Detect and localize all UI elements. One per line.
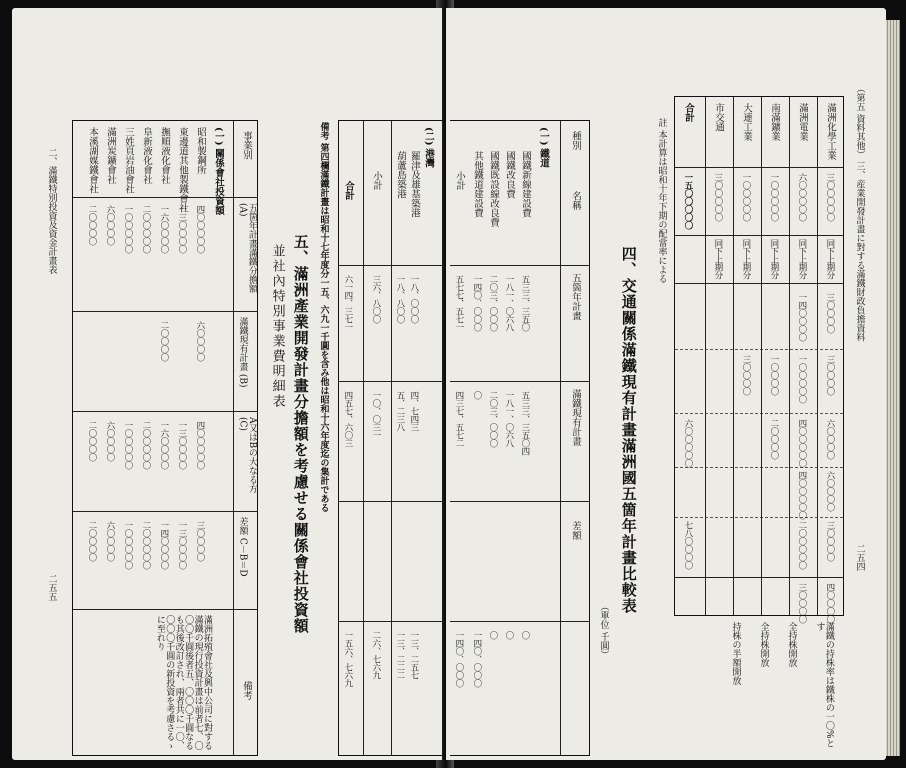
page-number-right: 二五四	[854, 544, 865, 571]
value-b: 三〇〇〇〇	[824, 355, 835, 395]
total-plan: 六一四、三七一	[342, 275, 353, 331]
total-mantetsu: 四五七、六〇三	[342, 391, 353, 447]
header-name: 名稱	[569, 191, 581, 210]
header-remarks: 備考	[240, 681, 252, 700]
row-c: 一六〇〇〇〇	[158, 421, 169, 469]
row-name: 撫順液化會社	[158, 127, 170, 184]
row-name: 東邊道其他製鐵會社	[176, 127, 188, 213]
subtotal-mantetsu: 一〇、〇三一	[370, 391, 381, 439]
row-a: 一三〇〇〇〇	[176, 205, 187, 253]
total-label: 合計	[342, 181, 354, 200]
subtotal-diff: 一四〇、〇〇〇	[453, 631, 464, 687]
page-number-left: 二五五	[46, 574, 57, 601]
row-d: 二〇〇〇〇	[86, 521, 97, 561]
header-c: A又はBの大なる方 (C)	[237, 417, 257, 494]
row-label: 滿洲化學工業	[824, 103, 836, 160]
value-d: 六〇〇〇〇	[824, 471, 835, 511]
row-name: 滿洲炭鑛會社	[104, 127, 116, 184]
value-a: 一四〇〇〇〇	[796, 293, 807, 341]
subtotal-plan: 三六、八〇〇	[370, 275, 381, 323]
row-name: 三姓頁岩油會社	[122, 127, 134, 194]
transport-table-cont	[338, 120, 442, 756]
footer-heading: 二、滿鐵特別投資及資金計畫表	[46, 148, 57, 274]
unit-label: （單位 千圓）	[598, 602, 609, 659]
header-plan: 五箇年計畫	[569, 273, 581, 321]
row-d: 二〇〇〇〇〇	[140, 521, 151, 569]
subtotal-mantetsu: 四三七、五七二	[453, 391, 464, 447]
row-c: 四〇〇〇〇〇	[194, 421, 205, 469]
row-label-total: 合計	[682, 103, 694, 122]
value-d: 四〇〇〇〇〇	[796, 471, 807, 519]
row-plan: 五三三、三五〇	[519, 275, 530, 331]
row-mantetsu: 一八一、〇六八	[503, 391, 514, 447]
row-b: 二〇〇〇〇	[158, 321, 169, 361]
remark: 滿鐵の持株率は鐵株の一〇%とす	[814, 622, 834, 748]
right-page	[446, 8, 886, 760]
subtotal-label: 小計	[370, 171, 382, 190]
row-d: 一〇〇〇〇〇	[122, 521, 133, 569]
row-name: 國鐵既設線改良費	[487, 151, 499, 227]
value-e: 三〇〇〇〇	[824, 521, 835, 561]
row-label: 市交通	[712, 103, 724, 132]
group-ports: (二) 港灣	[422, 127, 434, 168]
row-a: 二〇〇〇〇	[86, 205, 97, 245]
amount: 三〇〇〇〇〇	[712, 173, 723, 221]
amount: 一〇〇〇〇〇	[740, 173, 751, 221]
value-a: 三〇〇〇〇	[824, 293, 835, 333]
row-c: 一三〇〇〇〇	[176, 421, 187, 469]
row-name: 昭和製鋼所	[194, 127, 206, 175]
row-diff: 一三、二五七	[408, 631, 419, 679]
row-c: 二〇〇〇〇	[86, 421, 97, 461]
row-plan: 一八一、〇六八	[503, 275, 514, 331]
row-d: 六〇〇〇〇	[104, 521, 115, 561]
amount: 六〇〇〇〇〇	[796, 173, 807, 221]
period: 同下上期分	[796, 239, 807, 279]
row-diff: 〇	[503, 631, 514, 639]
value-b: 一〇〇〇〇〇	[796, 355, 807, 403]
header-type: 種別	[569, 131, 581, 150]
row-d: 一三〇〇〇〇	[176, 521, 187, 569]
row-mantetsu: 五三三、三五〇四	[519, 391, 530, 455]
section-title-4: 四、交通關係滿鐵現有計畫滿洲國五箇年計畫比較表	[619, 246, 638, 614]
row-c: 二〇〇〇〇〇	[140, 421, 151, 469]
row-b: 六〇〇〇〇	[194, 321, 205, 361]
running-header: （第五 資料其他） 三、産業開發計畫に對する滿鐵財政負擔資料	[854, 84, 865, 342]
header-mantetsu: 滿鐵現有計畫	[569, 389, 581, 446]
investment-remark: 滿洲拓殖會社及興中公司に對する滿鐵の現行投資計畫は前者七、〇〇〇千圓後者五、〇〇〇千圓なるも其後改訂され、兩者共に一〇、〇〇〇千圓の新投資を考慮さるゝに至れり	[154, 615, 212, 750]
row-diff: 〇	[487, 631, 498, 639]
remark: 全持株開放	[786, 622, 797, 667]
remark-note: 備考 第四欄滿鐵計畫は昭和十七年度分一五、六九一千圓を含み他は昭和十六年度迄の集計である	[318, 122, 329, 513]
row-a: 一六〇〇〇〇	[158, 205, 169, 253]
period: 同下上期分	[768, 239, 779, 279]
value-c: 四〇〇〇〇〇	[796, 419, 807, 467]
row-a: 六〇〇〇〇	[104, 205, 115, 245]
subtotal-label: 小計	[453, 171, 465, 190]
row-mantetsu: 五、二三八	[394, 391, 405, 431]
row-label: 南滿鑛業	[768, 103, 780, 141]
total-diff: 一五六、七六九	[342, 631, 353, 687]
row-mantetsu: 〇	[471, 391, 482, 399]
period: 同下上期分	[740, 239, 751, 279]
value-b: 三〇〇〇〇	[740, 355, 751, 395]
amount: 一〇〇〇〇〇	[768, 173, 779, 221]
value-c: 六〇〇〇〇	[824, 419, 835, 459]
row-plan: 一八、八〇〇	[394, 275, 405, 323]
value-c-total: 六〇〇〇〇〇	[682, 419, 693, 467]
header-a: 五箇年計畫滿鐵分擔額 (A)	[237, 203, 257, 293]
row-mantetsu: 二〇三、〇〇〇	[487, 391, 498, 447]
row-a: 四〇〇〇〇〇	[194, 205, 205, 253]
subtotal-plan: 五七七、五七一	[453, 275, 464, 331]
row-diff: 一四〇、〇〇〇	[471, 631, 482, 687]
row-name: 羅津及雄基築港	[408, 151, 420, 218]
table-note: 註 本計算は昭和十年下期の配當率による	[656, 118, 667, 283]
row-a: 一〇〇〇〇〇	[122, 205, 133, 253]
row-a: 二〇〇〇〇〇	[140, 205, 151, 253]
row-label: 大連工業	[740, 103, 752, 141]
period: 同下上期分	[712, 239, 723, 279]
page-edges	[884, 20, 900, 756]
header-d: 差額 C－B＝D	[237, 517, 248, 577]
row-name: 本溪湖媒鐵會社	[86, 127, 98, 194]
transport-table	[450, 120, 590, 756]
amount: 三〇〇〇〇〇	[824, 173, 835, 221]
header-b: 滿鐵現有計畫 (B)	[237, 317, 248, 388]
row-label: 滿洲電業	[796, 103, 808, 141]
affiliate-investment-table	[72, 120, 258, 756]
value-c: 二〇〇〇〇	[768, 419, 779, 459]
header-diff: 差額	[569, 521, 581, 540]
value-e-total: 七八〇〇〇〇	[682, 521, 693, 569]
row-plan: 一八、〇〇〇	[408, 275, 419, 323]
row-name: 國鐵改良費	[503, 151, 515, 199]
value-g: 四〇〇〇〇	[824, 583, 835, 623]
subtotal-diff: 二六、七六九	[370, 631, 381, 679]
header-business: 事業別	[240, 131, 252, 160]
row-plan: 一四〇、〇〇〇	[471, 275, 482, 331]
investment-table	[674, 96, 844, 623]
section-title-5: 五、滿洲產業開發計畫分擔額を考慮せる關係會社投資額	[291, 234, 310, 634]
row-name: 阜新液化會社	[140, 127, 152, 184]
remark: 持株の半額開放	[730, 622, 741, 685]
row-name: 其他鐵道建設費	[471, 151, 483, 218]
left-page	[12, 8, 442, 760]
row-c: 一〇〇〇〇〇	[122, 421, 133, 469]
period: 同下上期分	[824, 239, 835, 279]
value-g: 三〇〇〇〇	[796, 583, 807, 623]
row-d: 三〇〇〇〇	[194, 521, 205, 561]
row-diff: 一三、二二二	[394, 631, 405, 679]
amount-total: 一五〇〇〇〇〇	[682, 173, 693, 229]
remark: 全持株開放	[758, 622, 769, 667]
row-diff: 〇	[519, 631, 530, 639]
group-affiliates: (一) 關係會社投資額	[212, 127, 224, 216]
row-d: 一四〇〇〇〇	[158, 521, 169, 569]
row-mantetsu: 四、七四三	[408, 391, 419, 431]
row-name: 國鐵新線建設費	[519, 151, 531, 218]
value-e: 二〇〇〇〇〇	[796, 521, 807, 569]
row-plan: 二〇三、〇〇〇	[487, 275, 498, 331]
section-subtitle: 並社內特別事業費明細表	[269, 244, 285, 409]
value-b: 一〇〇〇〇	[768, 355, 779, 395]
row-c: 六〇〇〇〇	[104, 421, 115, 461]
group-railway: (一) 鐵道	[537, 127, 549, 168]
row-name: 葫蘆島築港	[394, 151, 406, 199]
